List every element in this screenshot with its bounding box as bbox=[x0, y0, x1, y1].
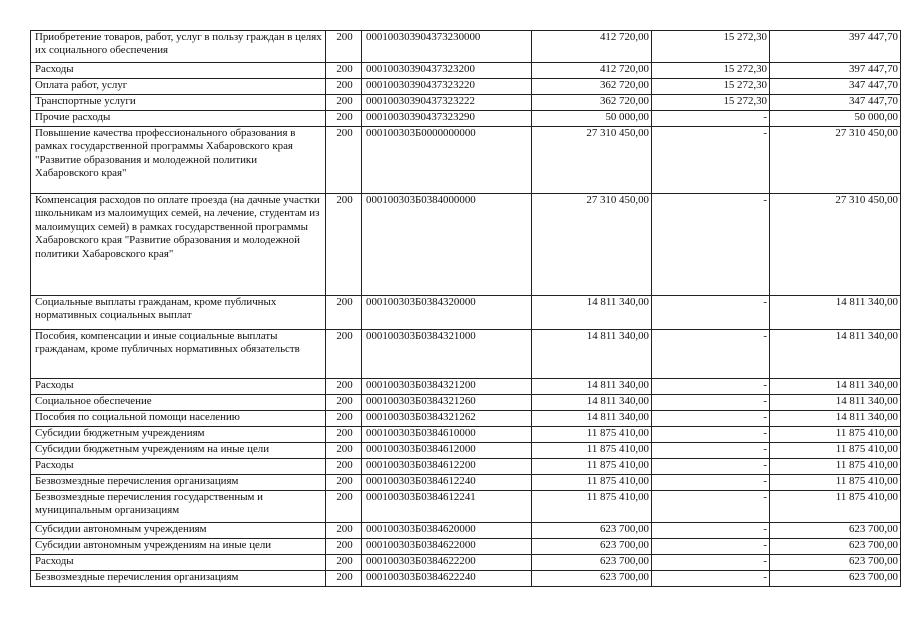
row-line-code: 200 bbox=[326, 539, 362, 555]
table-row bbox=[31, 296, 901, 330]
row-name: Расходы bbox=[31, 459, 326, 475]
row-executed-amount: - bbox=[652, 330, 770, 379]
row-unexecuted-amount: 14 811 340,00 bbox=[770, 395, 901, 411]
row-line-code: 200 bbox=[326, 95, 362, 111]
row-line-code: 200 bbox=[326, 459, 362, 475]
row-unexecuted-amount: 397 447,70 bbox=[770, 63, 901, 79]
row-line-code: 200 bbox=[326, 63, 362, 79]
row-classification-code: 000100303Б0384000000 bbox=[362, 194, 532, 296]
row-executed-amount: - bbox=[652, 111, 770, 127]
row-name: Субсидии бюджетным учреждениям на иные цели bbox=[31, 443, 326, 459]
row-approved-amount: 14 811 340,00 bbox=[532, 411, 652, 427]
row-approved-amount: 14 811 340,00 bbox=[532, 379, 652, 395]
row-approved-amount: 27 310 450,00 bbox=[532, 194, 652, 296]
row-name: Субсидии бюджетным учреждениям bbox=[31, 427, 326, 443]
row-unexecuted-amount: 11 875 410,00 bbox=[770, 443, 901, 459]
row-executed-amount: 15 272,30 bbox=[652, 63, 770, 79]
row-classification-code: 00010030390437323222 bbox=[362, 95, 532, 111]
row-unexecuted-amount: 14 811 340,00 bbox=[770, 330, 901, 379]
row-unexecuted-amount: 50 000,00 bbox=[770, 111, 901, 127]
row-line-code: 200 bbox=[326, 79, 362, 95]
row-executed-amount: - bbox=[652, 411, 770, 427]
row-name: Субсидии автономным учреждениям на иные цели bbox=[31, 539, 326, 555]
row-line-code: 200 bbox=[326, 491, 362, 523]
row-line-code: 200 bbox=[326, 194, 362, 296]
row-unexecuted-amount: 11 875 410,00 bbox=[770, 491, 901, 523]
row-executed-amount: - bbox=[652, 194, 770, 296]
row-name: Оплата работ, услуг bbox=[31, 79, 326, 95]
row-unexecuted-amount: 347 447,70 bbox=[770, 95, 901, 111]
row-executed-amount: - bbox=[652, 459, 770, 475]
budget-expenditure-table bbox=[30, 30, 901, 587]
table-row bbox=[31, 491, 901, 523]
table-row bbox=[31, 31, 901, 63]
row-unexecuted-amount: 347 447,70 bbox=[770, 79, 901, 95]
row-name: Компенсация расходов по оплате проезда (на дачные участки школьникам из малоимущих семей, на лечение, студентам из малоимущих семей) в рамках государственной программы Хабаровского края "Развитие образования и молодежной политики Хабаровского края" bbox=[31, 194, 326, 296]
row-line-code: 200 bbox=[326, 411, 362, 427]
row-name: Субсидии автономным учреждениям bbox=[31, 523, 326, 539]
row-classification-code: 00010030390437323200 bbox=[362, 63, 532, 79]
row-executed-amount: - bbox=[652, 427, 770, 443]
table-row bbox=[31, 127, 901, 194]
row-approved-amount: 50 000,00 bbox=[532, 111, 652, 127]
row-executed-amount: - bbox=[652, 491, 770, 523]
table-row bbox=[31, 523, 901, 539]
row-classification-code: 000100303Б0384612000 bbox=[362, 443, 532, 459]
row-approved-amount: 14 811 340,00 bbox=[532, 296, 652, 330]
row-executed-amount: 15 272,30 bbox=[652, 95, 770, 111]
row-name: Социальные выплаты гражданам, кроме публичных нормативных социальных выплат bbox=[31, 296, 326, 330]
table-row bbox=[31, 411, 901, 427]
row-classification-code: 000100303Б0384612240 bbox=[362, 475, 532, 491]
table-row bbox=[31, 555, 901, 571]
row-name: Безвозмездные перечисления организациям bbox=[31, 475, 326, 491]
row-approved-amount: 362 720,00 bbox=[532, 95, 652, 111]
row-approved-amount: 11 875 410,00 bbox=[532, 459, 652, 475]
row-classification-code: 000100303Б0384321000 bbox=[362, 330, 532, 379]
row-line-code: 200 bbox=[326, 571, 362, 587]
row-name: Социальное обеспечение bbox=[31, 395, 326, 411]
row-approved-amount: 623 700,00 bbox=[532, 539, 652, 555]
row-unexecuted-amount: 623 700,00 bbox=[770, 523, 901, 539]
table-row bbox=[31, 111, 901, 127]
row-unexecuted-amount: 397 447,70 bbox=[770, 31, 901, 63]
row-classification-code: 000100303Б0384612241 bbox=[362, 491, 532, 523]
row-unexecuted-amount: 11 875 410,00 bbox=[770, 475, 901, 491]
row-classification-code: 000100303904373230000 bbox=[362, 31, 532, 63]
table-row bbox=[31, 194, 901, 296]
row-classification-code: 000100303Б0384620000 bbox=[362, 523, 532, 539]
row-classification-code: 000100303Б0384321260 bbox=[362, 395, 532, 411]
row-line-code: 200 bbox=[326, 127, 362, 194]
row-unexecuted-amount: 27 310 450,00 bbox=[770, 127, 901, 194]
row-approved-amount: 14 811 340,00 bbox=[532, 395, 652, 411]
table-row bbox=[31, 63, 901, 79]
row-line-code: 200 bbox=[326, 111, 362, 127]
row-executed-amount: - bbox=[652, 127, 770, 194]
row-unexecuted-amount: 11 875 410,00 bbox=[770, 427, 901, 443]
row-executed-amount: - bbox=[652, 571, 770, 587]
table-row bbox=[31, 95, 901, 111]
row-line-code: 200 bbox=[326, 555, 362, 571]
row-executed-amount: - bbox=[652, 539, 770, 555]
row-name: Пособия, компенсации и иные социальные выплаты гражданам, кроме публичных нормативных обязательств bbox=[31, 330, 326, 379]
row-unexecuted-amount: 14 811 340,00 bbox=[770, 379, 901, 395]
row-unexecuted-amount: 27 310 450,00 bbox=[770, 194, 901, 296]
row-classification-code: 000100303Б0384321262 bbox=[362, 411, 532, 427]
row-name: Расходы bbox=[31, 555, 326, 571]
row-approved-amount: 623 700,00 bbox=[532, 523, 652, 539]
row-line-code: 200 bbox=[326, 379, 362, 395]
row-classification-code: 000100303Б0384622000 bbox=[362, 539, 532, 555]
row-unexecuted-amount: 14 811 340,00 bbox=[770, 296, 901, 330]
row-line-code: 200 bbox=[326, 443, 362, 459]
table-row bbox=[31, 475, 901, 491]
row-approved-amount: 11 875 410,00 bbox=[532, 475, 652, 491]
row-executed-amount: 15 272,30 bbox=[652, 31, 770, 63]
row-executed-amount: - bbox=[652, 443, 770, 459]
table-row bbox=[31, 443, 901, 459]
table-row bbox=[31, 571, 901, 587]
table-body bbox=[31, 31, 901, 587]
row-name: Приобретение товаров, работ, услуг в пользу граждан в целях их социального обеспечения bbox=[31, 31, 326, 63]
table-row bbox=[31, 395, 901, 411]
row-approved-amount: 11 875 410,00 bbox=[532, 491, 652, 523]
row-executed-amount: - bbox=[652, 475, 770, 491]
row-executed-amount: - bbox=[652, 395, 770, 411]
row-approved-amount: 11 875 410,00 bbox=[532, 443, 652, 459]
row-line-code: 200 bbox=[326, 330, 362, 379]
row-name: Расходы bbox=[31, 379, 326, 395]
table-row bbox=[31, 539, 901, 555]
row-approved-amount: 623 700,00 bbox=[532, 555, 652, 571]
table-row bbox=[31, 427, 901, 443]
row-executed-amount: 15 272,30 bbox=[652, 79, 770, 95]
row-approved-amount: 362 720,00 bbox=[532, 79, 652, 95]
row-classification-code: 000100303Б0384320000 bbox=[362, 296, 532, 330]
row-name: Пособия по социальной помощи населению bbox=[31, 411, 326, 427]
row-classification-code: 000100303Б0384622240 bbox=[362, 571, 532, 587]
row-line-code: 200 bbox=[326, 31, 362, 63]
row-line-code: 200 bbox=[326, 475, 362, 491]
row-unexecuted-amount: 623 700,00 bbox=[770, 539, 901, 555]
row-name: Безвозмездные перечисления организациям bbox=[31, 571, 326, 587]
table-row bbox=[31, 379, 901, 395]
table-row bbox=[31, 459, 901, 475]
table-row bbox=[31, 79, 901, 95]
row-name: Повышение качества профессионального образования в рамках государственной программы Хабаровского края "Развитие образования и молодежной политики Хабаровского края" bbox=[31, 127, 326, 194]
row-approved-amount: 14 811 340,00 bbox=[532, 330, 652, 379]
row-approved-amount: 27 310 450,00 bbox=[532, 127, 652, 194]
row-executed-amount: - bbox=[652, 296, 770, 330]
table-row bbox=[31, 330, 901, 379]
row-name: Расходы bbox=[31, 63, 326, 79]
row-executed-amount: - bbox=[652, 523, 770, 539]
row-classification-code: 000100303Б0384622200 bbox=[362, 555, 532, 571]
row-classification-code: 000100303Б0384610000 bbox=[362, 427, 532, 443]
row-unexecuted-amount: 11 875 410,00 bbox=[770, 459, 901, 475]
row-executed-amount: - bbox=[652, 379, 770, 395]
row-line-code: 200 bbox=[326, 523, 362, 539]
row-approved-amount: 412 720,00 bbox=[532, 31, 652, 63]
row-approved-amount: 623 700,00 bbox=[532, 571, 652, 587]
row-approved-amount: 412 720,00 bbox=[532, 63, 652, 79]
row-name: Транспортные услуги bbox=[31, 95, 326, 111]
row-line-code: 200 bbox=[326, 296, 362, 330]
row-executed-amount: - bbox=[652, 555, 770, 571]
row-classification-code: 00010030390437323290 bbox=[362, 111, 532, 127]
row-unexecuted-amount: 14 811 340,00 bbox=[770, 411, 901, 427]
row-classification-code: 00010030390437323220 bbox=[362, 79, 532, 95]
row-unexecuted-amount: 623 700,00 bbox=[770, 571, 901, 587]
row-name: Безвозмездные перечисления государственным и муниципальным организациям bbox=[31, 491, 326, 523]
row-classification-code: 000100303Б0000000000 bbox=[362, 127, 532, 194]
row-classification-code: 000100303Б0384321200 bbox=[362, 379, 532, 395]
row-unexecuted-amount: 623 700,00 bbox=[770, 555, 901, 571]
row-classification-code: 000100303Б0384612200 bbox=[362, 459, 532, 475]
row-name: Прочие расходы bbox=[31, 111, 326, 127]
row-line-code: 200 bbox=[326, 427, 362, 443]
row-line-code: 200 bbox=[326, 395, 362, 411]
row-approved-amount: 11 875 410,00 bbox=[532, 427, 652, 443]
